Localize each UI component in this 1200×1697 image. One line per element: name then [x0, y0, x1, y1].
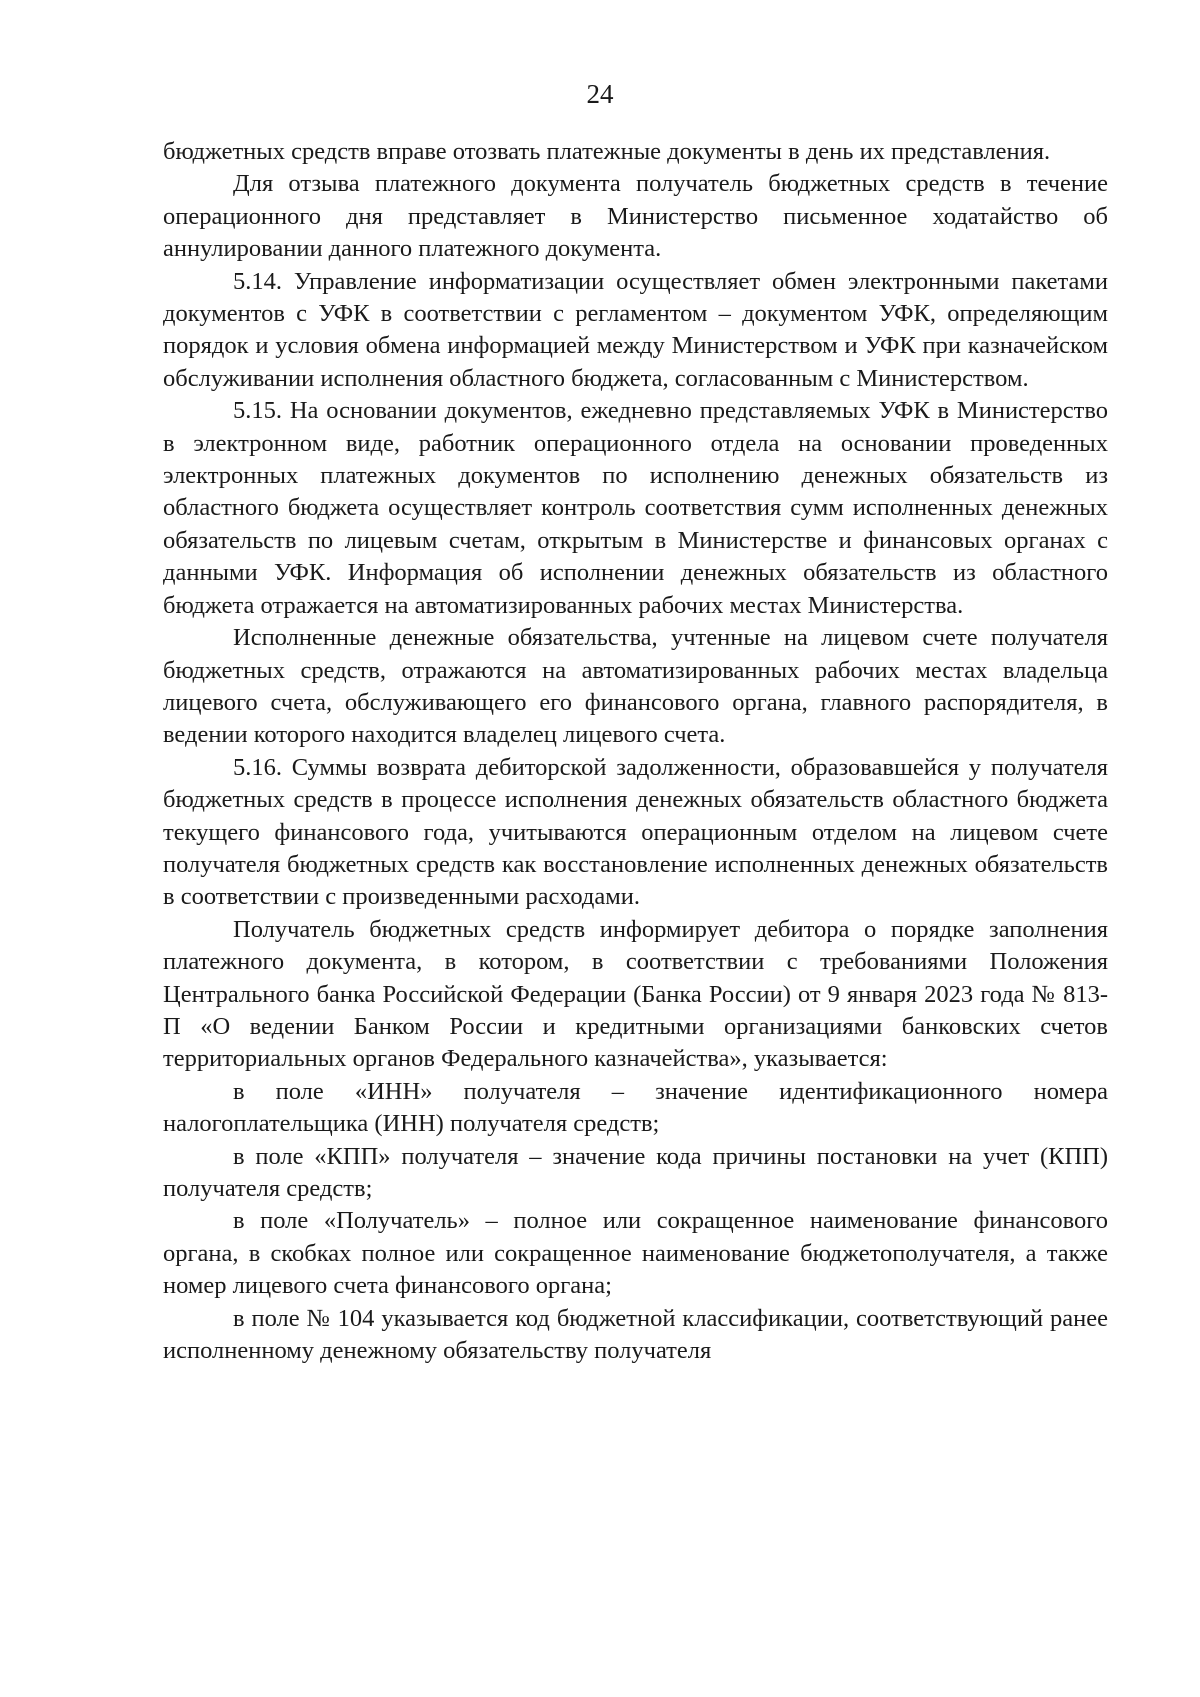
- page-number: 24: [586, 79, 614, 109]
- paragraph-continuation: бюджетных средств вправе отозвать платежные документы в день их представления.: [163, 138, 1051, 165]
- paragraph-5-16: 5.16. Суммы возврата дебиторской задолженности, образовавшейся у получателя бюджетных средств в процессе исполнения денежных обязательств областного бюджета текущего финансового года, учитываются операционным отделом на лицевом счете получателя бюджетных средств как восстановление исполненных денежных обязательств в соответствии с произведенными расходами.: [163, 753, 1108, 911]
- paragraph-field-104: в поле № 104 указывается код бюджетной классификации, соответствующий ранее исполненному денежному обязательству получателя: [163, 1304, 1108, 1365]
- paragraph-field-kpp: в поле «КПП» получателя – значение кода причины постановки на учет (КПП) получателя средств;: [163, 1142, 1108, 1202]
- paragraph-field-inn: в поле «ИНН» получателя – значение идентификационного номера налогоплательщика (ИНН) получателя средств;: [163, 1077, 1108, 1138]
- paragraph-5-15: 5.15. На основании документов, ежедневно представляемых УФК в Министерство в электронном виде, работник операционного отдела на основании проведенных электронных платежных документов по исполнению денежных обязательств из областного бюджета осуществляет контроль соответствия сумм исполненных денежных обязательств по лицевым счетам, открытым в Министерстве и финансовых органах с данными УФК. Информация об исполнении денежных обязательств из областного бюджета отражается на автоматизированных рабочих местах Министерства.: [163, 397, 1108, 619]
- document-body: [163, 136, 1108, 1367]
- paragraph-executed-obligations: Исполненные денежные обязательства, учтенные на лицевом счете получателя бюджетных средств, отражаются на автоматизированных рабочих местах владельца лицевого счета, обслуживающего его финансового органа, главного распорядителя, в ведении которого находится владелец лицевого счета.: [163, 624, 1108, 749]
- paragraph-withdrawal-petition: Для отзыва платежного документа получатель бюджетных средств в течение операционного дня представляет в Министерство письменное ходатайство об аннулировании данного платежного документа.: [163, 170, 1108, 263]
- paragraph-field-recipient: в поле «Получатель» – полное или сокращенное наименование финансового органа, в скобках полное или сокращенное наименование бюджетополучателя, а также номер лицевого счета финансового органа;: [163, 1207, 1108, 1300]
- paragraph-5-14: 5.14. Управление информатизации осуществляет обмен электронными пакетами документов с УФК в соответствии с регламентом – документом УФК, определяющим порядок и условия обмена информацией между Министерством и УФК при казначейском обслуживании исполнения областного бюджета, согласованным с Министерством.: [163, 267, 1108, 392]
- paragraph-debtor-informing: Получатель бюджетных средств информирует дебитора о порядке заполнения платежного документа, в котором, в соответствии с требованиями Положения Центрального банка Российской Федерации (Банка России) от 9 января 2023 года № 813-П «О ведении Банком России и кредитными организациями банковских счетов территориальных органов Федерального казначейства», указывается:: [163, 915, 1108, 1073]
